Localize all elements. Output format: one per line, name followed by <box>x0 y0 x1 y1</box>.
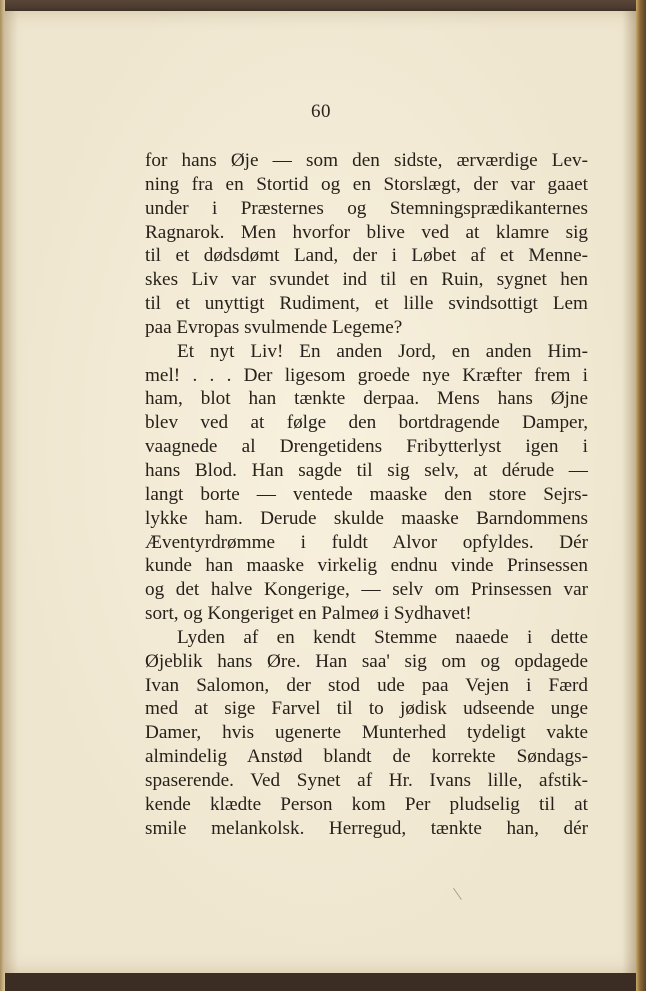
text-line: blev ved at følge den bortdragende Damper, <box>145 412 588 434</box>
text-line: for hans Øje — som den sidste, ærværdige Lev- <box>145 150 588 171</box>
text-line: Ivan Salomon, der stod ude paa Vejen i Færd <box>145 674 588 696</box>
text-line: kende klædte Person kom Per pludselig til at <box>145 793 588 815</box>
text-line: kunde han maaske virkelig endnu vinde Prinsessen <box>145 555 588 577</box>
text-line: til et dødsdømt Land, der i Løbet af et Menne- <box>145 245 588 267</box>
text-line: vaagnede al Drengetidens Fribytterlyst igen i <box>145 436 588 458</box>
text-line: til et unyttigt Rudiment, et lille svindsottigt Lem <box>145 293 588 315</box>
text-line: lykke ham. Derude skulde maaske Barndommens <box>145 507 588 529</box>
book-spine-edge <box>636 0 646 991</box>
text-line: smile melankolsk. Herregud, tænkte han, dér <box>145 817 588 839</box>
text-line: spaserende. Ved Synet af Hr. Ivans lille, afstik- <box>145 769 588 791</box>
text-line: Et nyt Liv! En anden Jord, en anden Him- <box>177 340 588 362</box>
page-sheet <box>4 11 638 973</box>
text-line: almindelig Anstød blandt de korrekte Søndags- <box>145 746 588 768</box>
text-line: skes Liv var svundet ind til en Ruin, sygnet hen <box>145 269 588 291</box>
text-line: under i Præsternes og Stemningsprædikanternes <box>145 197 588 219</box>
page-number: 60 <box>311 101 331 122</box>
stray-ink-mark <box>453 882 470 900</box>
text-line: Øjeblik hans Øre. Han saa' sig om og opdagede <box>145 650 588 672</box>
text-line: mel! . . . Der ligesom groede nye Kræfter frem i <box>145 364 588 386</box>
text-line: Lyden af en kendt Stemme naaede i dette <box>177 626 588 648</box>
body-text <box>145 149 588 840</box>
text-line: ham, blot han tænkte derpaa. Mens hans Øjne <box>145 388 588 410</box>
text-line: Æventyrdrømme i fuldt Alvor opfyldes. Dér <box>145 531 588 553</box>
text-line: Damer, hvis ugenerte Munterhed tydeligt vakte <box>145 722 588 744</box>
text-line: og det halve Kongerige, — selv om Prinsessen var <box>145 579 588 601</box>
text-line: med at sige Farvel til to jødisk udseende unge <box>145 698 588 720</box>
text-line: Ragnarok. Men hvorfor blive ved at klamre sig <box>145 221 588 243</box>
text-line: langt borte — ventede maaske den store Sejrs- <box>145 483 588 505</box>
text-line: sort, og Kongeriget en Palmeø i Sydhavet! <box>145 603 472 625</box>
text-line: hans Blod. Han sagde til sig selv, at dérude — <box>145 459 588 481</box>
text-line: ning fra en Stortid og en Storslægt, der var gaaet <box>145 173 588 195</box>
text-line: paa Evropas svulmende Legeme? <box>145 316 403 338</box>
